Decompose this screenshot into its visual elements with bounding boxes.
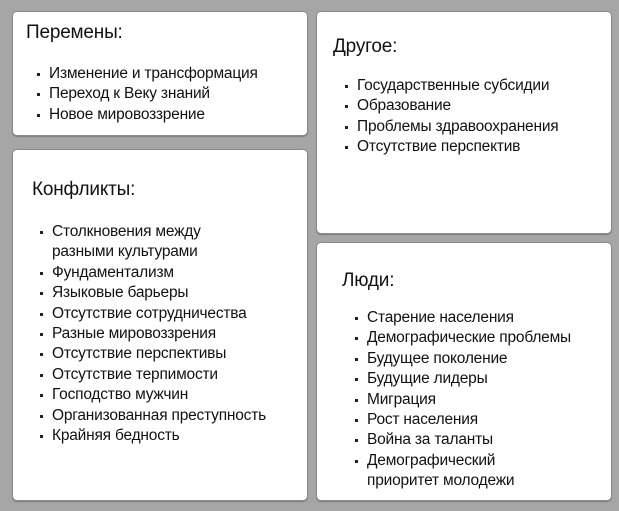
list-item: Старение населения	[353, 308, 571, 328]
other-list	[343, 76, 559, 158]
list-item: Организованная преступность	[38, 406, 266, 426]
conflicts-title: Конфликты:	[32, 179, 136, 200]
changes-box	[12, 11, 308, 136]
list-item: Языковые барьеры	[38, 283, 266, 303]
list-item: Демографический	[353, 451, 571, 471]
list-item: Рост населения	[353, 410, 571, 430]
list-item: Переход к Веку знаний	[35, 84, 258, 104]
people-title: Люди:	[342, 270, 395, 291]
list-item-continuation: разными культурами	[52, 243, 198, 261]
list-item: Отсутствие перспективы	[38, 344, 266, 364]
list-item: Отсутствие терпимости	[38, 365, 266, 385]
other-title: Другое:	[333, 36, 398, 57]
changes-list	[35, 64, 258, 125]
list-item: Фундаментализм	[38, 263, 266, 283]
list-item: Миграция	[353, 390, 571, 410]
list-item: Будущие лидеры	[353, 369, 571, 389]
changes-title: Перемены:	[26, 22, 123, 43]
list-item-continuation: приоритет молодежи	[367, 472, 515, 490]
list-item: Отсутствие перспектив	[343, 137, 559, 157]
conflicts-box	[12, 149, 308, 501]
list-item: Государственные субсидии	[343, 76, 559, 96]
list-item: Изменение и трансформация	[35, 64, 258, 84]
list-item: Демографические проблемы	[353, 328, 571, 348]
list-item: Будущее поколение	[353, 349, 571, 369]
list-item: Образование	[343, 96, 559, 116]
other-box	[316, 11, 612, 234]
list-item: Господство мужчин	[38, 385, 266, 405]
list-item: Столкновения между	[38, 222, 266, 242]
list-item: Крайняя бедность	[38, 426, 266, 446]
list-item: Разные мировоззрения	[38, 324, 266, 344]
people-box	[316, 242, 612, 501]
list-item: Война за таланты	[353, 430, 571, 450]
list-item: Отсутствие сотрудничества	[38, 304, 266, 324]
people-list	[353, 308, 571, 492]
list-item: Новое мировоззрение	[35, 105, 258, 125]
conflicts-list	[38, 222, 266, 446]
list-item: Проблемы здравоохранения	[343, 117, 559, 137]
